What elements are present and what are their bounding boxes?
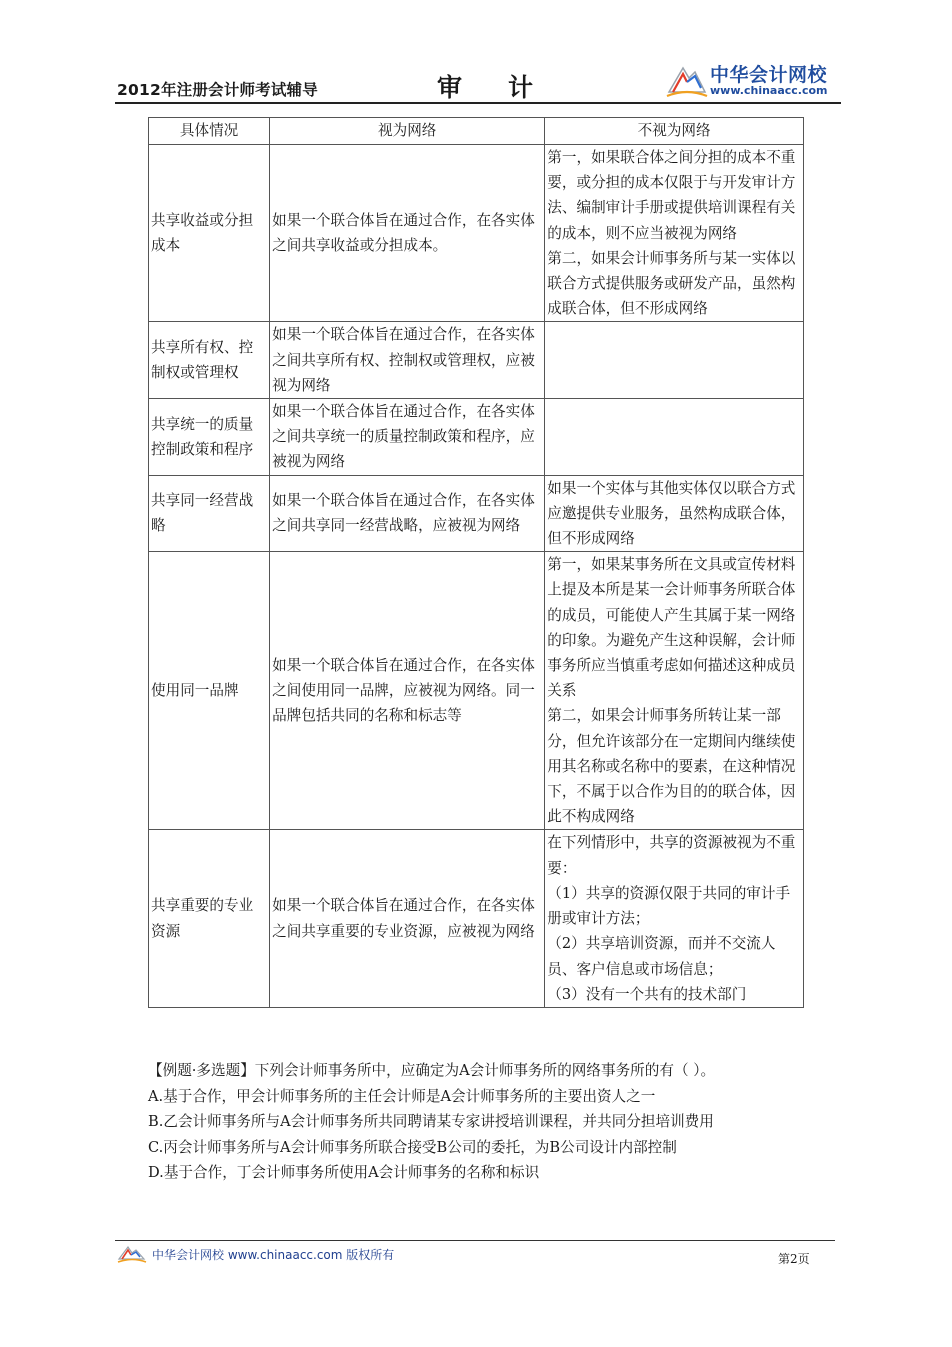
example-question <box>148 1058 848 1186</box>
site-logo[interactable] <box>665 58 845 100</box>
not-network-cell: 在下列情形中，共享的资源被视为不重要： （1）共享的资源仅限于共同的审计手册或审计方法； （2）共享培训资源，而并不交流人员、客户信息或市场信息； （3）没有一个共有的技术部门 <box>545 830 804 1007</box>
not-network-cell <box>545 322 804 399</box>
situation-cell: 共享收益或分担成本 <box>149 145 270 322</box>
option-c[interactable]: C.丙会计师事务所与A会计师事务所联合接受B公司的委托，为B公司设计内部控制 <box>148 1138 677 1156</box>
table-row <box>149 145 804 322</box>
network-table <box>148 117 804 1008</box>
not-network-cell: 如果一个实体与其他实体仅以联合方式应邀提供专业服务，虽然构成联合体，但不形成网络 <box>545 475 804 552</box>
not-network-cell: 第一，如果某事务所在文具或宣传材料上提及本所是某一会计师事务所联合体的成员，可能使人产生其属于某一网络的印象。为避免产生这种误解，会计师事务所应当慎重考虑如何描述这种成员关系 第二，如果会计师事务所转让某一部分，但允许该部分在一定期间内继续使用其名称或名称中的要素，在这种情况下，不属于以合作为目的的联合体，因此不构成网络 <box>545 552 804 830</box>
table-row <box>149 399 804 476</box>
logo-name: 中华会计网校 <box>710 64 828 86</box>
chinaacc-logo-icon <box>665 58 709 100</box>
network-cell: 如果一个联合体旨在通过合作，在各实体之间共享重要的专业资源，应被视为网络 <box>270 830 545 1007</box>
situation-cell: 使用同一品牌 <box>149 552 270 830</box>
table-row <box>149 552 804 830</box>
situation-cell: 共享同一经营战略 <box>149 475 270 552</box>
option-a[interactable]: A.基于合作，甲会计师事务所的主任会计师是A会计师事务所的主要出资人之一 <box>148 1087 656 1105</box>
table-row <box>149 322 804 399</box>
question-stem: 【例题·多选题】下列会计师事务所中，应确定为A会计师事务所的网络事务所的有（ ）。 <box>148 1062 716 1079</box>
header-network: 视为网络 <box>270 118 545 145</box>
exam-title: 2012年注册会计师考试辅导 <box>117 81 318 99</box>
not-network-cell: 第一，如果联合体之间分担的成本不重要，或分担的成本仅限于与开发审计方法、编制审计手册或提供培训课程有关的成本，则不应当被视为网络 第二，如果会计师事务所与某一实体以联合方式提供服务或研发产品，虽然构成联合体，但不形成网络 <box>545 145 804 322</box>
network-cell: 如果一个联合体旨在通过合作，在各实体之间共享所有权、控制权或管理权，应被视为网络 <box>270 322 545 399</box>
header-not-network: 不视为网络 <box>545 118 804 145</box>
header-divider <box>115 102 841 104</box>
situation-cell: 共享所有权、控制权或管理权 <box>149 322 270 399</box>
table-header-row <box>149 118 804 145</box>
table-row <box>149 475 804 552</box>
header-situation: 具体情况 <box>149 118 270 145</box>
page-number: 第2页 <box>778 1252 810 1266</box>
option-b[interactable]: B.乙会计师事务所与A会计师事务所共同聘请某专家讲授培训课程，并共同分担培训费用 <box>148 1113 714 1130</box>
situation-cell: 共享重要的专业资源 <box>149 830 270 1007</box>
not-network-cell <box>545 399 804 476</box>
footer-logo-icon <box>117 1243 147 1263</box>
situation-cell: 共享统一的质量控制政策和程序 <box>149 399 270 476</box>
subject-title: 审计 <box>437 73 580 102</box>
footer-copyright[interactable]: 中华会计网校 www.chinaacc.com 版权所有 <box>152 1248 395 1262</box>
table-row <box>149 830 804 1007</box>
page-header <box>0 0 952 110</box>
option-d[interactable]: D.基于合作，丁会计师事务所使用A会计师事务的名称和标识 <box>148 1164 540 1181</box>
network-cell: 如果一个联合体旨在通过合作，在各实体之间共享同一经营战略，应被视为网络 <box>270 475 545 552</box>
network-cell: 如果一个联合体旨在通过合作，在各实体之间使用同一品牌，应被视为网络。同一品牌包括共同的名称和标志等 <box>270 552 545 830</box>
logo-url: www.chinaacc.com <box>710 84 828 97</box>
network-cell: 如果一个联合体旨在通过合作，在各实体之间共享收益或分担成本。 <box>270 145 545 322</box>
footer-divider <box>115 1240 835 1241</box>
network-cell: 如果一个联合体旨在通过合作，在各实体之间共享统一的质量控制政策和程序，应被视为网络 <box>270 399 545 476</box>
